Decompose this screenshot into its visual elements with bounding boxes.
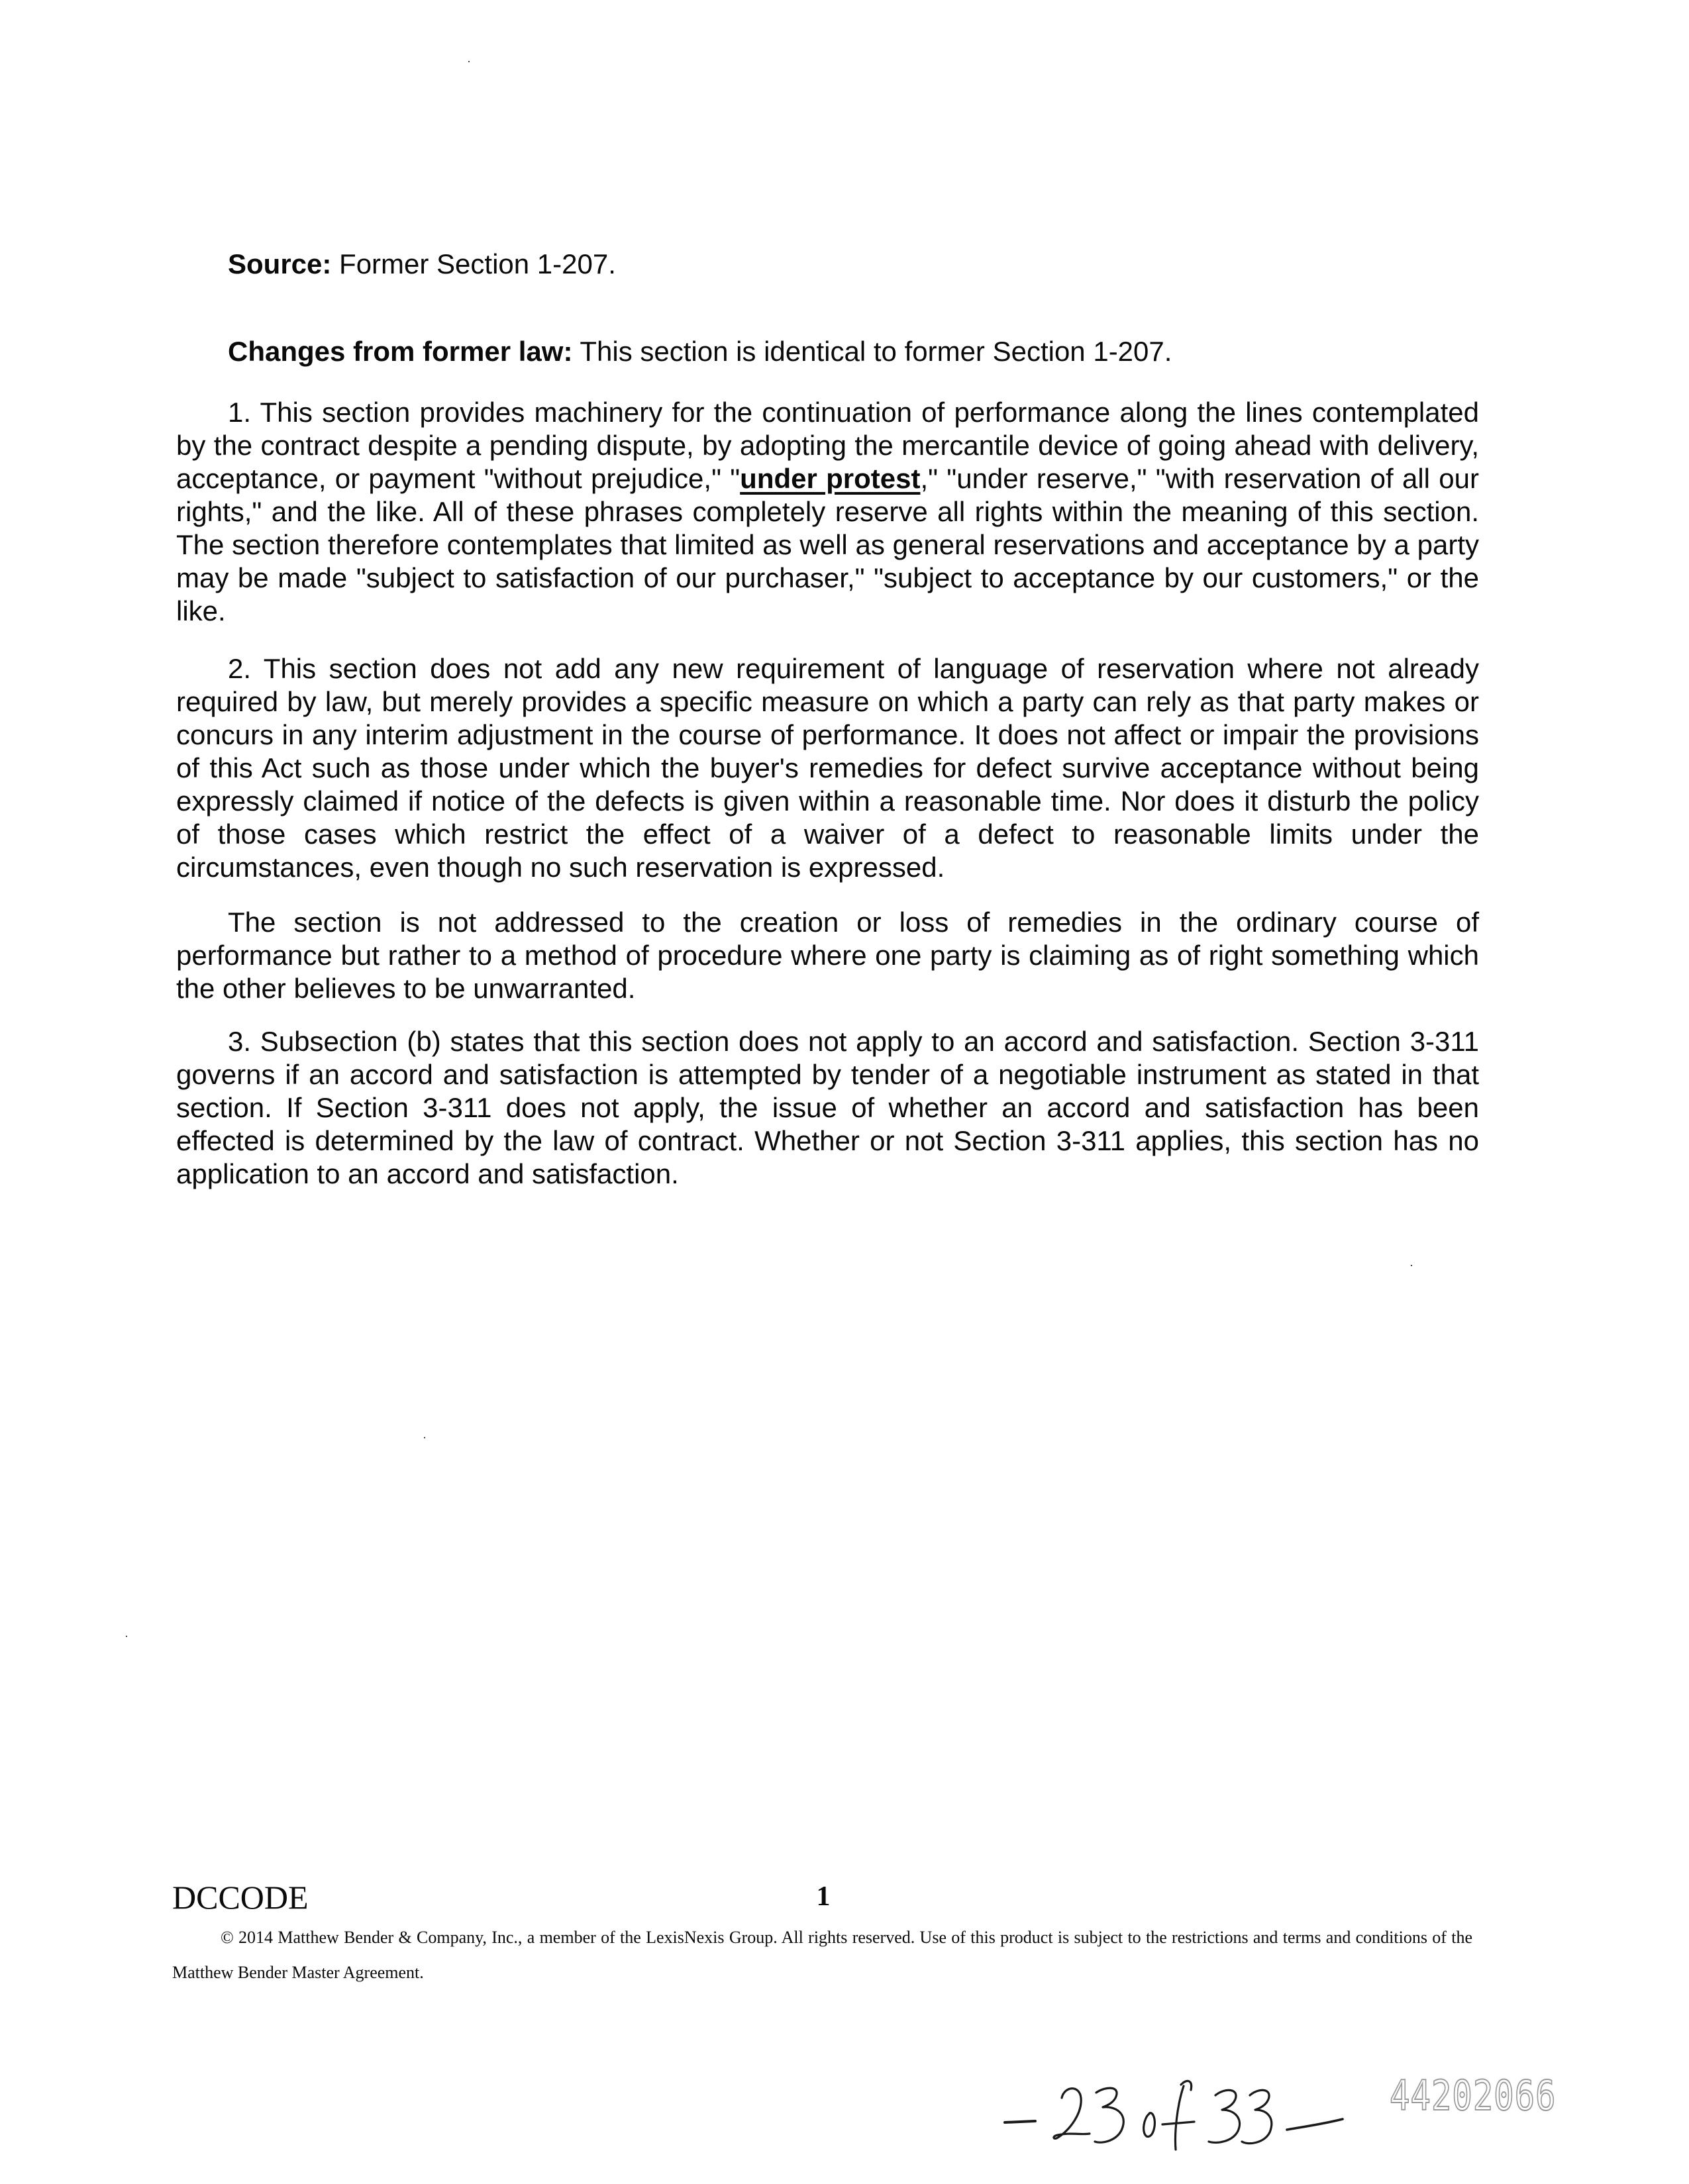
source-label: Source: [228,248,332,279]
paragraph-1-text-before: 1. This section provides machinery for the continuation of performance along the lines contemplated by the contract despite a pending dispute, by adopting the mercantile device of going ahead with delivery, acceptance, or payment "without prejudice," " [176,397,1479,494]
footer-copyright: © 2014 Matthew Bender & Company, Inc., a member of the LexisNexis Group. All rights reserved. Use of this product is subject to the restrictions and terms and conditions of the Matthew Bender Master Agreement. [172,1928,1472,1982]
footer-page-number: 1 [816,1881,831,1912]
changes-label: Changes from former law: [228,336,573,367]
scan-speck [468,61,470,62]
footer-code-label: DCCODE [172,1879,309,1916]
under-protest-emphasis: under protest [740,463,921,494]
source-line [176,248,1479,281]
paragraph-2: 2. This section does not add any new requirement of language of reservation where not already required by law, but merely provides a specific measure on which a party can rely as that party makes or concurs in any interim adjustment in the course of performance. It does not affect or impair the provisions of this Act such as those under which the buyer's remedies for defect survive acceptance without being expressly claimed if notice of the defects is given within a reasonable time. Nor does it disturb the policy of those cases which restrict the effect of a waiver of a defect to reasonable limits under the circumstances, even though no such reservation is expressed. [176,653,1479,883]
scan-speck [126,1636,127,1637]
paragraph-1 [176,396,1479,628]
paragraph-2-continued: The section is not addressed to the creation or loss of remedies in the ordinary course of performance but rather to a method of procedure where one party is claiming as of right something which the other believes to be unwarranted. [176,907,1479,1004]
handwritten-page-count [997,2066,1368,2146]
scan-speck [1411,1265,1412,1266]
paragraph-3: 3. Subsection (b) states that this section does not apply to an accord and satisfaction. Section 3-311 governs if an accord and satisfaction is attempted by tender of a negotiable instrument as stated in that section. If Section 3-311 does not apply, the issue of whether an accord and satisfaction has been effected is determined by the law of contract. Whether or not Section 3-311 applies, this section has no application to an accord and satisfaction. [176,1026,1479,1189]
scan-speck [424,1437,425,1438]
handwriting-strokes [997,2066,1368,2146]
paragraph-1-text-after: ," "under reserve," "with reservation of all our rights," and the like. All of these phrases completely reserve all rights within the meaning of this section. The section therefore contemplates that limited as well as general reservations and acceptance by a party may be made "subject to satisfaction of our purchaser," "subject to acceptance by our customers," or the like. [176,463,1479,626]
changes-text: This section is identical to former Section 1-207. [572,336,1172,367]
document-stamp-number: 44202066 [1390,2071,1557,2120]
source-text: Former Section 1-207. [331,248,616,279]
changes-line [176,335,1479,368]
